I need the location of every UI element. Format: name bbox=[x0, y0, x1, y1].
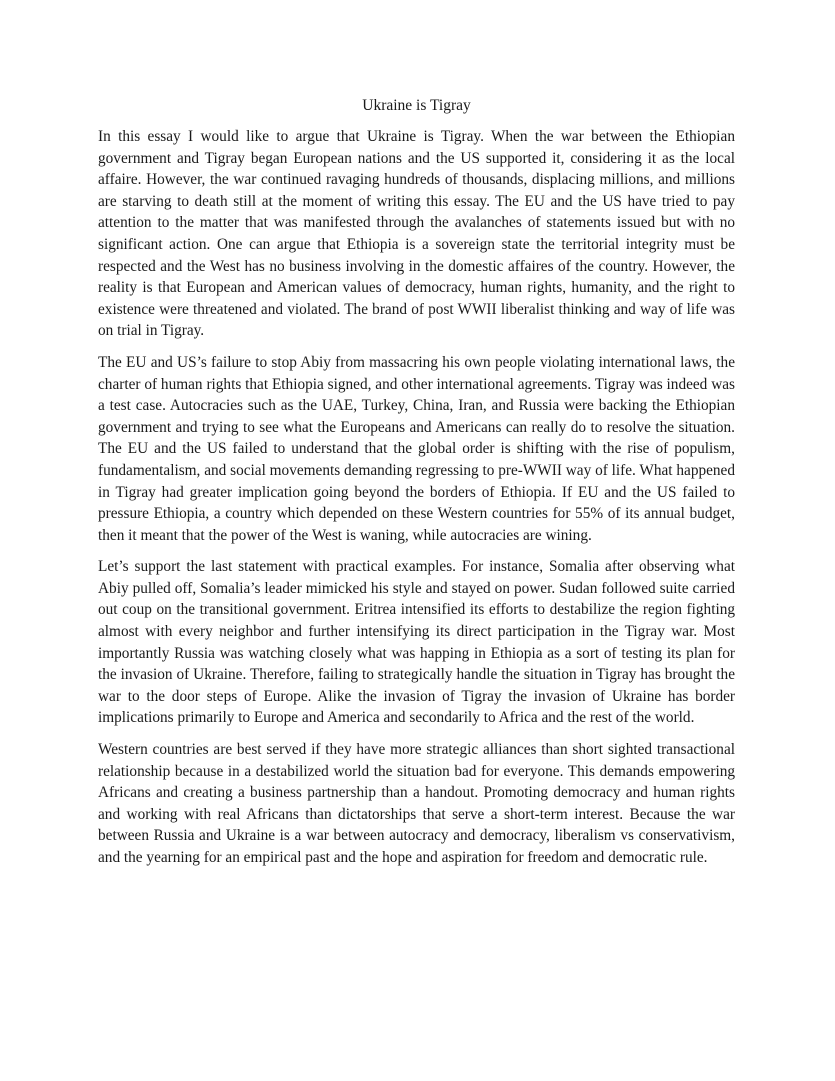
paragraph-1: In this essay I would like to argue that Ukraine is Tigray. When the war between the Ethiopian government and Tigray began European nations and the US supported it, considering it as the local affaire. However, the war continued ravaging hundreds of thousands, displacing millions, and millions are starving to death still at the moment of writing this essay. The EU and the US have tried to pay attention to the matter that was manifested through the avalanches of statements issued but with no significant action. One can argue that Ethiopia is a sovereign state the territorial integrity must be respected and the West has no business involving in the domestic affaires of the country. However, the reality is that European and American values of democracy, human rights, humanity, and the right to existence were threatened and violated. The brand of post WWII liberalist thinking and way of life was on trial in Tigray. bbox=[98, 128, 735, 340]
paragraph-4: Western countries are best served if they have more strategic alliances than short sighted transactional relationship because in a destabilized world the situation bad for everyone. This demands empowering Africans and creating a business partnership than a handout. Promoting democracy and human rights and working with real Africans than dictatorships that serve a short-term interest. Because the war between Russia and Ukraine is a war between autocracy and democracy, liberalism vs conservativism, and the yearning for an empirical past and the hope and aspiration for freedom and democratic rule. bbox=[98, 741, 735, 866]
paragraph-3: Let’s support the last statement with practical examples. For instance, Somalia after observing what Abiy pulled off, Somalia’s leader mimicked his style and stayed on power. Sudan followed suite carried out coup on the transitional government. Eritrea intensified its efforts to destabilize the region fighting almost with every neighbor and further intensifying its direct participation in the Tigray war. Most importantly Russia was watching closely what was happing in Ethiopia as a sort of testing its plan for the invasion of Ukraine. Therefore, failing to strategically handle the situation in Tigray has brought the war to the door steps of Europe. Alike the invasion of Tigray the invasion of Ukraine has border implications primarily to Europe and America and secondarily to Africa and the rest of the world. bbox=[98, 558, 735, 727]
document-title: Ukraine is Tigray bbox=[362, 97, 471, 114]
paragraph-2: The EU and US’s failure to stop Abiy from massacring his own people violating international laws, the charter of human rights that Ethiopia signed, and other international agreements. Tigray was indeed was a test case. Autocracies such as the UAE, Turkey, China, Iran, and Russia were backing the Ethiopian government and trying to see what the Europeans and Americans can really do to resolve the situation. The EU and the US failed to understand that the global order is shifting with the rise of populism, fundamentalism, and social movements demanding regressing to pre-WWII way of life. What happened in Tigray had greater implication going beyond the borders of Ethiopia. If EU and the US failed to pressure Ethiopia, a country which depended on these Western countries for 55% of its annual budget, then it meant that the power of the West is waning, while autocracies are wining. bbox=[98, 353, 735, 544]
